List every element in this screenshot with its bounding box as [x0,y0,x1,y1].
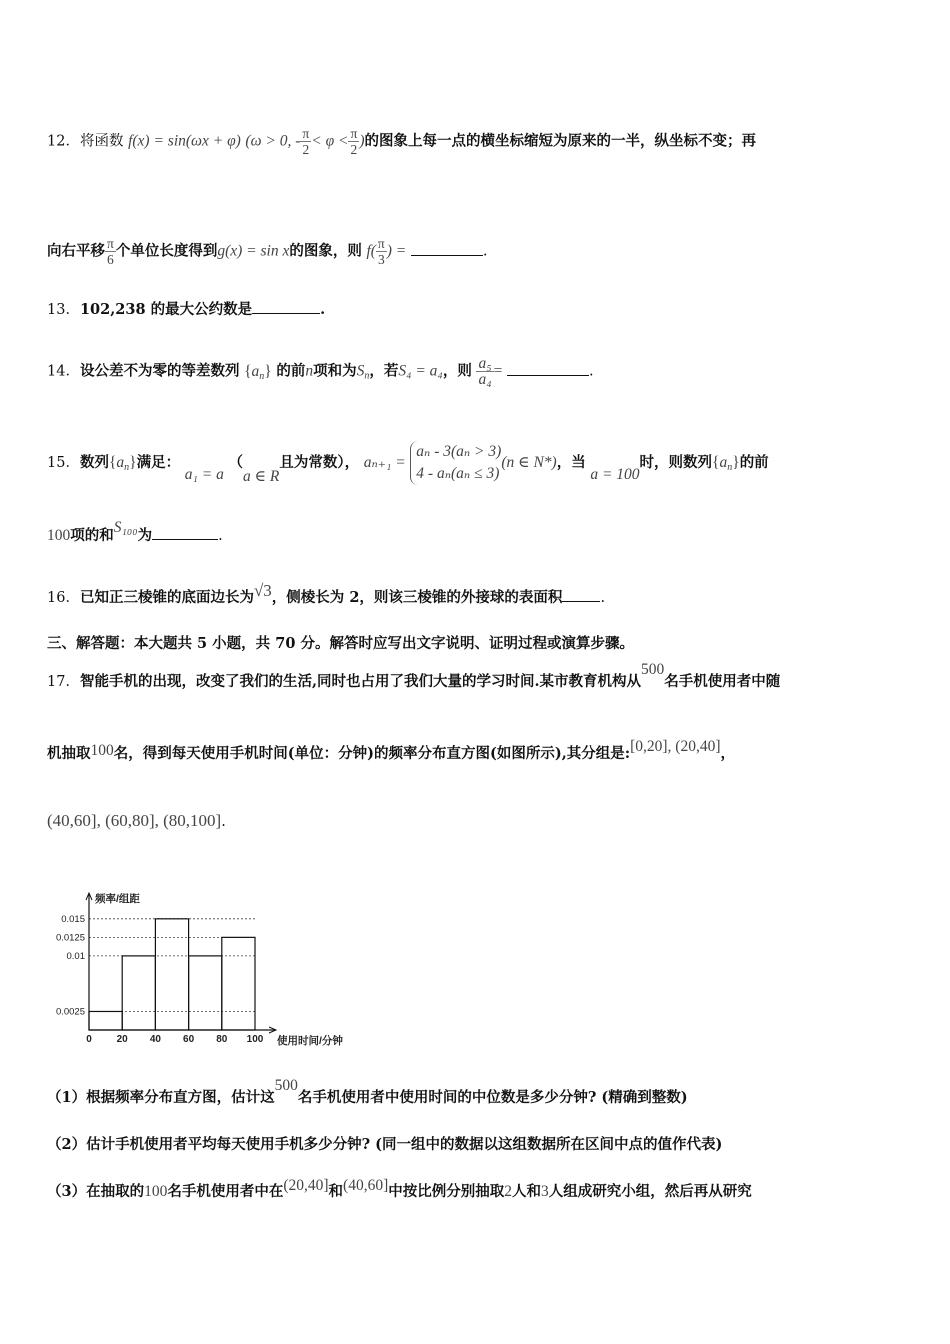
y-tick-label-0: 0.015 [61,913,85,925]
q15-line1: 15．数列$\{a_n\}$满足： a₁ = a （a ∈ R且为常数）， aₙ₊₁ = aₙ - 3(aₙ > 3) 4 - aₙ(aₙ ≤ 3) (n ∈ N*)，当 a = 100时，则数列$\{a_n\}$的前 [47,443,769,485]
q16-sqrt3: √3 [253,581,272,600]
x-tick-label-5: 100 [246,1034,264,1045]
q15-recurrence-lhs: aₙ₊₁ = [363,454,406,471]
q17-groups2: (40,60], (60,80], (80,100] [47,811,222,830]
q17-line1: 17．智能手机的出现，改变了我们的生活,同时也占用了我们大量的学习时间.某市教育机构从500名手机使用者中随 [47,661,781,690]
q15-piecewise: aₙ - 3(aₙ > 3) 4 - aₙ(aₙ ≤ 3) [410,441,501,485]
y-axis-label: 频率/组距 [95,893,140,905]
q13-line: 13．102,238 的最大公约数是 . [47,301,326,318]
q14-number: 14． [47,363,80,380]
q12-pi-over-2: $\frac{\pi}{2}$ [302,126,310,157]
q12-condition: (ω > 0, - [245,132,301,150]
q12-number: 12． [47,133,80,150]
q15-answer-blank[interactable] [152,525,218,540]
bar-3 [189,956,222,1030]
q14-answer-blank[interactable] [507,361,589,376]
q15-a100: a = 100 [590,466,640,483]
q14-sequence: $\{a_n\}$ [244,362,272,382]
x-tick-label-0: 0 [86,1034,92,1045]
x-tick-label-3: 60 [183,1034,195,1045]
q14-line: 14．设公差不为零的等差数列 $\{a_n\}$ 的前n项和为$S_n$，若S₄ = a₄，则 $\frac{\text{a₅}}{\text{a₄}}$ = . [47,355,594,388]
y-tick-label-1: 0.0125 [55,932,85,944]
q15-line2: 100项的和S₁₀₀为 . [47,519,223,544]
x-tick-label-4: 80 [216,1034,228,1045]
y-tick-label-2: 0.01 [66,950,85,962]
q12-pi-over-6: $\frac{\pi}{6}$ [107,236,114,267]
histogram-svg [47,890,377,1055]
q12-text2: 向右平移 [47,242,105,260]
q17-sub1: （1）根据频率分布直方图，估计这500名手机使用者中使用时间的中位数是多少分钟? (精确到整数) [47,1077,688,1106]
q12-pi-over-2-b: $\frac{\pi}{2}$ [350,126,358,157]
q17-groups1: [0,20], (20,40] [630,738,721,755]
q16-text: 已知正三棱锥的底面边长为 [79,589,254,606]
q12-inequality: < φ < [311,132,349,150]
q14-text: 设公差不为零的等差数列 [79,362,240,380]
section-3-heading: 三、解答题：本大题共 5 小题，共 70 分。解答时应写出文字说明、证明过程或演算步骤。 [47,635,634,652]
q13-text: 102,238 的最大公约数是 [79,301,253,318]
q12-gx: g(x) = sin x [217,242,290,260]
q17-line2: 机抽取100名，得到每天使用手机时间(单位：分钟)的频率分布直方图(如图所示),其分组是:[0,20], (20,40]， [47,738,735,762]
q15-sequence: $\{a_n\}$ [108,454,137,473]
bar-4 [222,937,255,1030]
bar-2 [155,919,188,1030]
q15-number: 15． [47,455,80,471]
q15-S100: S₁₀₀ [113,519,138,536]
q15-domain: (n ∈ N*) [501,454,557,471]
q12-function: f(x) = sin(ωx + φ) [128,132,241,150]
q17-number: 17． [47,674,80,690]
q14-condition: S₄ = a₄ [398,362,443,380]
q12-pi-over-3: $\frac{\pi}{3}$ [377,236,385,267]
q12-line1: 12．将函数 f(x) = sin(ωx + φ) (ω > 0, - $\frac{\pi}{2}$ < φ < $\frac{\pi}{2}$ )的图象上每一点的横坐标缩短为原来的一半，纵坐标不变；再 [47,126,756,157]
y-tick-label-3: 0.0025 [55,1006,85,1018]
q14-fraction: $\frac{\text{a₅}}{\text{a₄}}$ [478,355,492,388]
q17-line3: (40,60], (60,80], (80,100]. [47,811,226,830]
q16-number: 16． [47,590,80,606]
x-tick-label-1: 20 [116,1034,128,1045]
q17-sub2: （2）估计手机使用者平均每天使用手机多少分钟? (同一组中的数据以这组数据所在区间中点的值作代表) [47,1136,723,1153]
q12-text: 将函数 [79,133,124,150]
bar-1 [122,956,155,1030]
bar-0 [89,1011,122,1030]
q12-text1: 的图象上每一点的横坐标缩短为原来的一半，纵坐标不变；再 [364,132,756,150]
q17-text: 智能手机的出现，改变了我们的生活,同时也占用了我们大量的学习时间.某市教育机构从 [79,673,642,690]
q15-text: 数列 [79,454,109,471]
x-axis-label: 使用时间/分钟 [277,1035,343,1047]
q17-sub3: （3）在抽取的100名手机使用者中在(20,40]和(40,60]中按比例分别抽取2人和3人组成研究小组，然后再从研究 [47,1177,752,1200]
histogram [47,890,377,1059]
q12-line2: 向右平移 $\frac{\pi}{6}$ 个单位长度得到g(x) = sin x的图象，则 f( $\frac{\pi}{3}$ ) = . [47,236,488,267]
q15-sequence-b: $\{a_n\}$ [712,454,740,473]
x-tick-label-2: 40 [149,1034,161,1045]
q16-answer-blank[interactable] [562,587,600,602]
q15-a1: a₁ = a [184,466,224,483]
q13-answer-blank[interactable] [252,299,320,314]
q16-line: 16．已知正三棱锥的底面边长为√3，侧棱长为 2，则该三棱锥的外接球的表面积 . [47,581,606,606]
q12-answer-blank[interactable] [411,241,483,256]
q15-aR: a ∈ R [242,468,280,485]
q13-number: 13． [47,302,80,318]
